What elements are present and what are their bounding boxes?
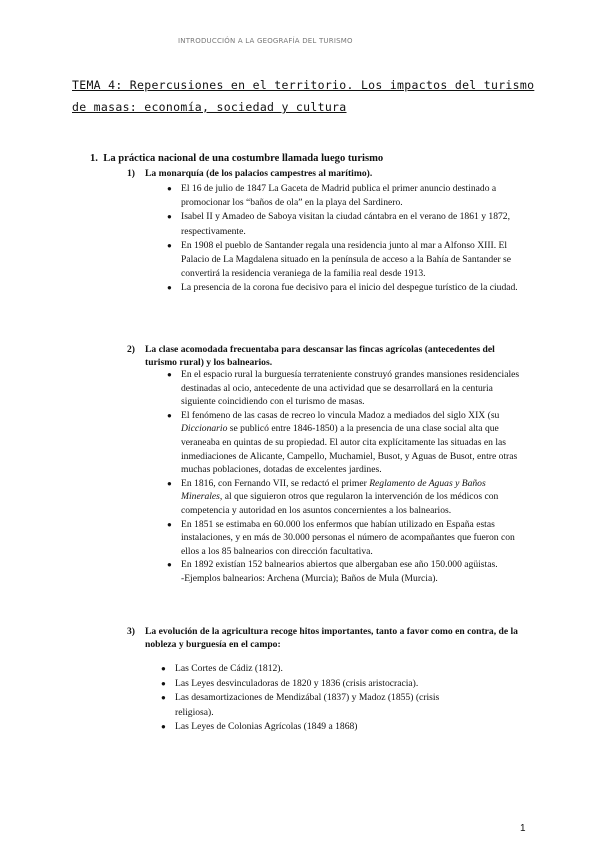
list-item: ● En 1892 existían 152 balnearios abiertos que albergaban ese año 150.000 agüistas. -Ejemplos balnearios: Archena (Murcia); Baños de Mula (Murcia).: [167, 559, 498, 584]
subsection-3-list: [161, 662, 475, 735]
bullet-icon: ●: [161, 693, 166, 703]
list-item: ● En el espacio rural la burguesía terrateniente construyó grandes mansiones residenciales destinadas al ocio, antecedente de una actividad que se desarrollará en la centuria siguiente coincidiendo con el turismo de masas.: [167, 369, 520, 408]
examples-note: -Ejemplos balnearios: Archena (Murcia); Baños de Mula (Murcia).: [181, 572, 438, 584]
list-item: ● Las desamortizaciones de Mendizábal (1837) y Madoz (1855) (crisis religiosa).: [161, 692, 440, 718]
bullet-icon: ●: [167, 370, 172, 379]
subsection-number: 1): [127, 168, 135, 179]
section-title: La práctica nacional de una costumbre llamada luego turismo: [103, 153, 384, 164]
bullet-icon: ●: [167, 410, 172, 420]
section-1-heading: [90, 153, 383, 164]
list-item: ● Las Cortes de Cádiz (1812).: [175, 662, 475, 677]
bullet-icon: ●: [167, 212, 172, 222]
subsection-1-list: [167, 182, 526, 296]
bullet-icon: ●: [167, 478, 172, 488]
list-item: ● En 1851 se estimaba en 60.000 los enfermos que habían utilizado en España estas instalaciones, y en más de 30.000 personas el número de acompañantes que fueron con ellos a los 85 balnearios con dirección facultativa.: [167, 518, 515, 557]
list-item: ● La presencia de la corona fue decisivo para el inicio del despegue turístico de la ciudad.: [181, 281, 526, 295]
list-item: ● Las Leyes de Colonias Agrícolas (1849 a 1868): [175, 720, 475, 735]
subsection-title: La evolución de la agricultura recoge hitos importantes, tanto a favor como en contra, de la nobleza y burguesía en el campo:: [145, 626, 518, 650]
subsection-number: 2): [127, 344, 135, 355]
list-item: ● El fenómeno de las casas de recreo lo vincula Madoz a mediados del siglo XIX (su Diccionario se publicó entre 1846-1850) a la presencia de una clase social alta que veraneaba en quintas de su propiedad. El autor cita explícitamente las situadas en las inmediaciones de Alicante, Campello, Muchamiel, Busot, y Aguas de Busot, entre otras muchas poblaciones, dotadas de excelentes jardines.: [167, 409, 518, 476]
bullet-icon: ●: [167, 519, 172, 529]
bullet-icon: ●: [161, 678, 166, 688]
subsection-title: La monarquía (de los palacios campestres al marítimo).: [145, 168, 373, 179]
page-number: 1: [520, 823, 526, 834]
list-item: ● Isabel II y Amadeo de Saboya visitan la ciudad cántabra en el verano de 1861 y 1872, respectivamente.: [167, 211, 511, 237]
bullet-icon: ●: [161, 664, 166, 673]
subsection-title: La clase acomodada frecuentaba para descansar las fincas agrícolas (antecedentes del turismo rural) y los balnearios.: [145, 344, 495, 368]
subsection-3-heading: [127, 626, 525, 651]
bullet-icon: ●: [167, 184, 172, 193]
subsection-2-list: [167, 368, 526, 586]
list-item: ● El 16 de julio de 1847 La Gaceta de Madrid publica el primer anuncio destinado a promocionar los “baños de ola” en la playa del Sardinero.: [167, 183, 497, 209]
list-item: ● Las Leyes desvinculadoras de 1820 y 1836 (crisis aristocracia).: [175, 677, 475, 692]
page-title: TEMA 4: Repercusiones en el territorio. Los impactos del turismo de masas: economía, sociedad y cultura: [72, 78, 535, 114]
list-item: ● En 1816, con Fernando VII, se redactó el primer Reglamento de Aguas y Baños Minerales, al que siguieron otros que regularon la intervención de los médicos con competencia y autoridad en los asuntos concernientes a los balnearios.: [167, 477, 499, 516]
section-number: 1.: [90, 153, 98, 164]
bullet-icon: ●: [167, 240, 172, 250]
bullet-icon: ●: [161, 722, 166, 732]
bullet-icon: ●: [167, 560, 172, 570]
subsection-number: 3): [127, 626, 135, 637]
bullet-icon: ●: [167, 283, 172, 293]
subsection-1-heading: [127, 168, 525, 181]
list-item: ● En 1908 el pueblo de Santander regala una residencia junto al mar a Alfonso XIII. El Palacio de La Magdalena situado en la península de acceso a la Bahía de Santander se convertirá la residencia veraniega de la familia real desde 1913.: [167, 239, 512, 280]
subsection-2-heading: [127, 344, 505, 369]
running-header: INTRODUCCIÓN A LA GEOGRAFÍA DEL TURISMO: [178, 37, 353, 45]
